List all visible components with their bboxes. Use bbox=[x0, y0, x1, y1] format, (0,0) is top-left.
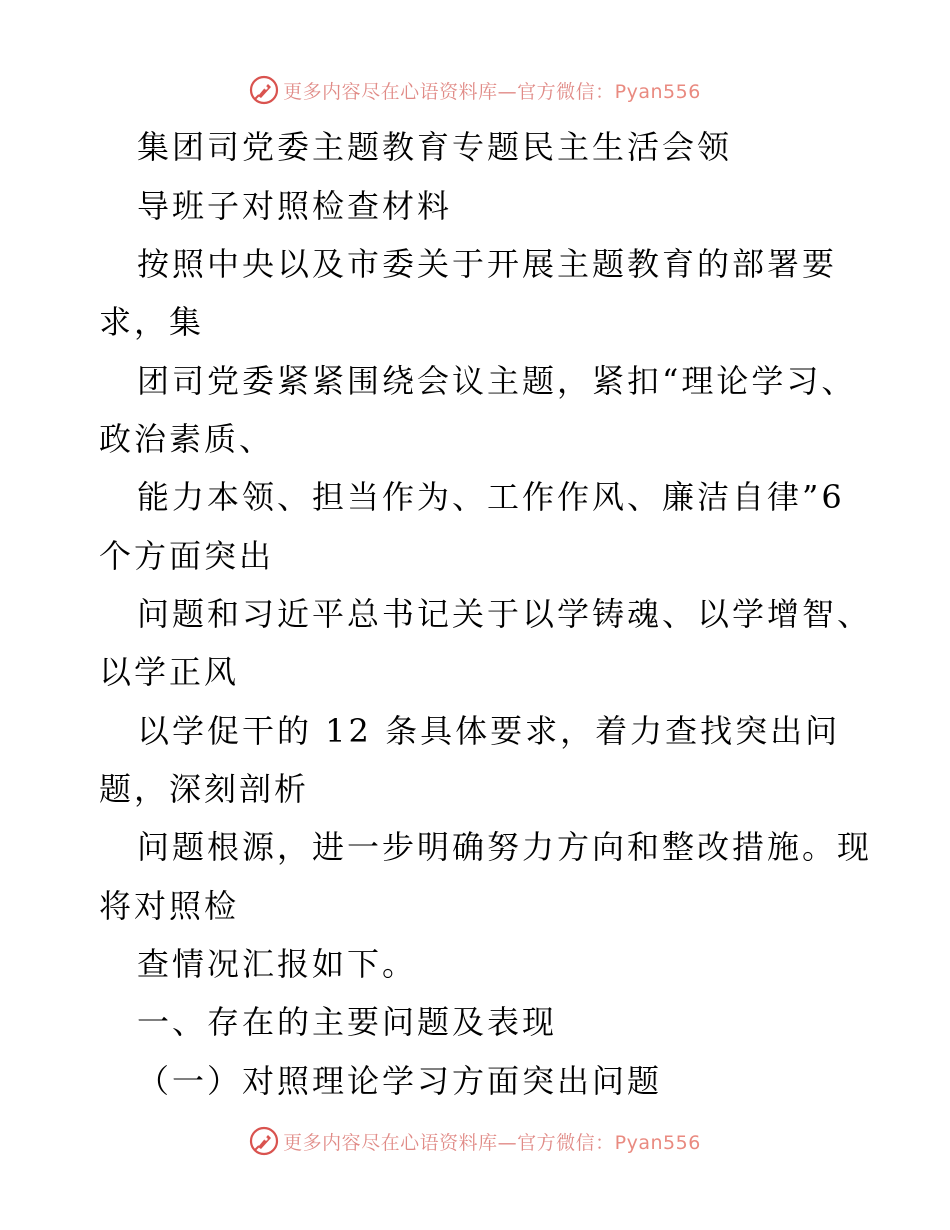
paragraph-line: 查情况汇报如下。 bbox=[137, 945, 418, 983]
doc-title-line-2: 导班子对照检查材料 bbox=[137, 187, 453, 225]
paragraph-line: 问题和习近平总书记关于以学铸魂、以学增智、 bbox=[137, 595, 873, 633]
section-heading: 一、存在的主要问题及表现 bbox=[137, 1003, 558, 1041]
paragraph-line: 能力本领、担当作为、工作作风、廉洁自律”6 bbox=[137, 478, 845, 516]
subsection-heading: （一）对照理论学习方面突出问题 bbox=[137, 1062, 663, 1100]
paragraph-line: 按照中央以及市委关于开展主题教育的部署要 bbox=[137, 245, 838, 283]
header-watermark bbox=[0, 73, 950, 107]
paragraph-line: 问题根源，进一步明确努力方向和整改措施。现 bbox=[137, 828, 873, 866]
paragraph-line: 政治素质、 bbox=[99, 420, 275, 458]
paragraph-line: 题，深刻剖析 bbox=[99, 770, 310, 808]
pen-nib-logo-icon bbox=[249, 75, 279, 105]
watermark-text: 更多内容尽在心语资料库—官方微信：Pyan556 bbox=[283, 80, 701, 103]
paragraph-line: 将对照检 bbox=[99, 887, 240, 925]
footer-watermark bbox=[0, 1124, 950, 1158]
watermark-text: 更多内容尽在心语资料库—官方微信：Pyan556 bbox=[283, 1131, 701, 1154]
pen-nib-logo-icon bbox=[249, 1126, 279, 1156]
paragraph-line: 团司党委紧紧围绕会议主题，紧扣“理论学习、 bbox=[137, 362, 857, 400]
doc-title-line-1: 集团司党委主题教育专题民主生活会领 bbox=[137, 128, 733, 166]
paragraph-line: 求，集 bbox=[99, 303, 205, 341]
paragraph-line: 以学正风 bbox=[99, 653, 240, 691]
paragraph-line: 个方面突出 bbox=[99, 537, 275, 575]
paragraph-line: 以学促干的 12 条具体要求，着力查找突出问 bbox=[137, 712, 841, 750]
